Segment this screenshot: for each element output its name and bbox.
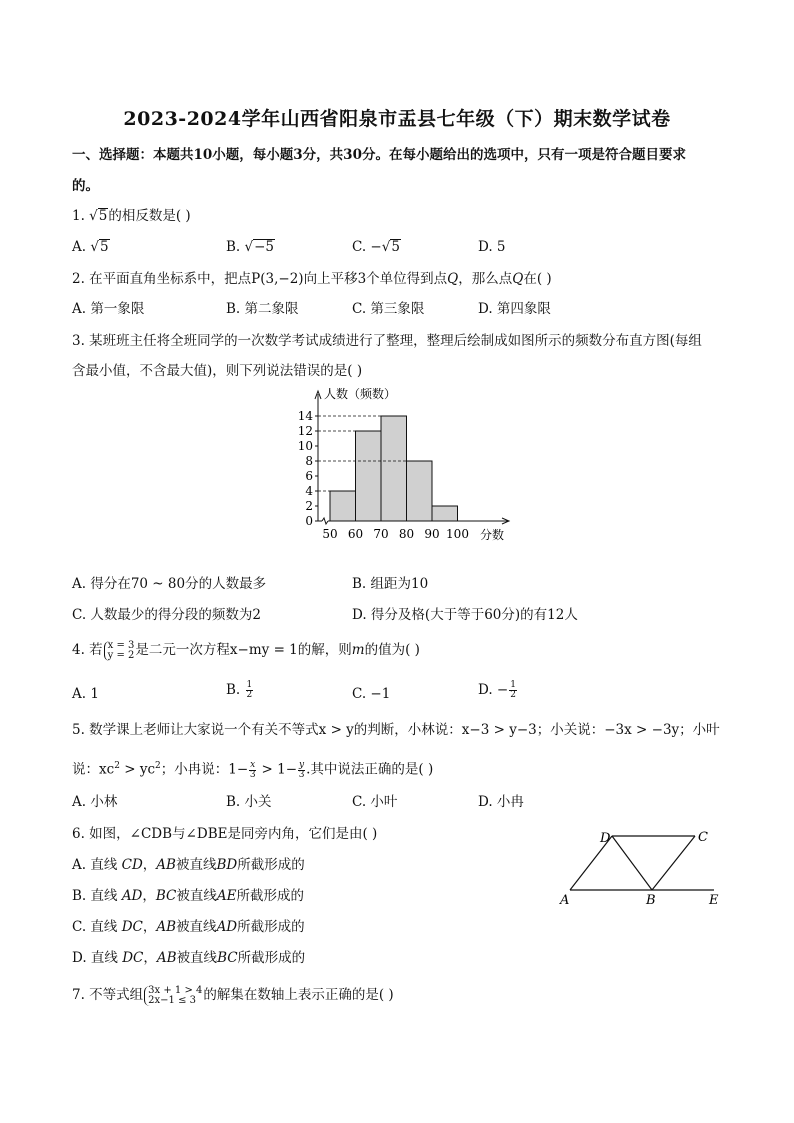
x-tick-label: 90 [424,527,440,541]
segment-bc [652,836,695,890]
q1-stem: 的相反数是( ) [108,208,191,224]
q3-option-a: A. 得分在70 ~ 80分的人数最多 [72,576,267,592]
page-title: 2023-2024学年山西省阳泉市盂县七年级（下）期末数学试卷 [123,108,671,130]
y-tick-label: 14 [297,409,313,423]
x-axis-label: 分数 [480,528,505,542]
x-tick-label: 70 [373,527,389,541]
y-tick-label: 12 [297,424,313,438]
q2-option-a: A. 第一象限 [72,301,145,317]
x-tick-label: 80 [398,527,415,541]
q1-option-c: C. −√5 [352,239,400,255]
question-4: 4. 若 x = 3 y = 2 是二元一次方程x−my = 1的解，则m的值为( ) [72,639,420,661]
histogram-bar [407,461,433,521]
q6-option-d: D. 直线 DC，AB被直线BC所截形成的 [72,950,306,966]
axis-break-mark [322,518,328,524]
question-5: 5. 数学课上老师让大家说一个有关不等式x > y的判断，小林说：x−3 > y−3；小关说：−3x > −3y；小叶 [72,722,720,738]
q4-option-b: B. $\frac{1}{2}$ [226,680,253,700]
q5-option-b: B. 小关 [226,794,272,810]
histogram-chart [280,384,520,546]
y-tick-label: 8 [305,454,313,468]
q2-option-c: C. 第三象限 [352,301,425,317]
question-6: 6. 如图，∠CDB与∠DBE是同旁内角，它们是由( ) [72,826,378,842]
label-c: C [698,830,708,845]
section-heading: 一、选择题：本题共10小题，每小题3分，共30分。在每小题给出的选项中，只有一项是符合题目要求 [72,147,686,163]
x-tick-label: 100 [446,527,469,541]
question-1: 1. √5的相反数是( ) [72,208,191,224]
q6-geometry-figure [552,824,732,910]
q1-option-b: B. √−5 [226,239,275,255]
y-axis-label: 人数（频数） [324,387,397,401]
label-a: A [560,893,570,908]
y-tick-label: 4 [305,484,313,498]
q6-option-a: A. 直线 CD，AB被直线BD所截形成的 [72,857,305,873]
q4-option-a: A. 1 [72,686,99,702]
q4-option-c: C. −1 [352,686,391,702]
y-tick-label: 2 [305,499,313,513]
q1-radicand: 5 [98,208,108,224]
q5-option-d: D. 小冉 [478,794,524,810]
q3-option-b: B. 组距为10 [352,576,429,592]
label-d: D [600,831,611,846]
x-tick-label: 50 [322,527,338,541]
y-tick-label: 10 [297,439,313,453]
q5-option-c: C. 小叶 [352,794,398,810]
question-3-cont: 含最小值，不含最大值)，则下列说法错误的是( ) [72,363,363,379]
q6-option-b: B. 直线 AD，BC被直线AE所截形成的 [72,888,305,904]
section-heading-cont: 的。 [72,178,99,194]
histogram-bar [432,506,458,521]
histogram-bar [356,431,382,521]
q4-system: x = 3 y = 2 [104,641,135,661]
q6-option-c: C. 直线 DC，AB被直线AD所截形成的 [72,919,305,935]
label-b: B [646,893,656,908]
label-e: E [709,893,719,908]
q1-option-a: A. √5 [72,239,109,255]
histogram-bar [381,416,407,521]
question-5-cont: 说：$xc^2 > yc^2$；小冉说：1− $\frac{x}{3}$ > 1− $\frac{y}{3}$ .其中说法正确的是( ) [72,759,434,780]
y-tick-label: 6 [305,469,313,483]
q1-number: 1. [72,208,90,224]
x-tick-label: 60 [347,527,364,541]
q3-option-d: D. 得分及格(大于等于60分)的有12人 [352,607,578,623]
question-7: 7. 不等式组 3x + 1 > 4 2x−1 ≤ 3 的解集在数轴上表示正确的是( ) [72,984,394,1006]
q3-option-c: C. 人数最少的得分段的频数为2 [72,607,262,623]
q2-option-d: D. 第四象限 [478,301,551,317]
q7-system: 3x + 1 > 4 2x−1 ≤ 3 [144,986,202,1006]
question-2: 2. 在平面直角坐标系中，把点P(3,−2)向上平移3个单位得到点Q，那么点Q在( ) [72,271,552,287]
q2-option-b: B. 第二象限 [226,301,299,317]
segment-db [612,836,652,890]
q4-option-d: D. − $\frac{1}{2}$ [478,680,516,700]
q1-option-d: D. 5 [478,239,506,255]
q5-option-a: A. 小林 [72,794,118,810]
y-tick-label: 0 [305,514,313,528]
histogram-bar [330,491,356,521]
question-3: 3. 某班班主任将全班同学的一次数学考试成绩进行了整理，整理后绘制成如图所示的频数分布直方图(每组 [72,333,702,349]
